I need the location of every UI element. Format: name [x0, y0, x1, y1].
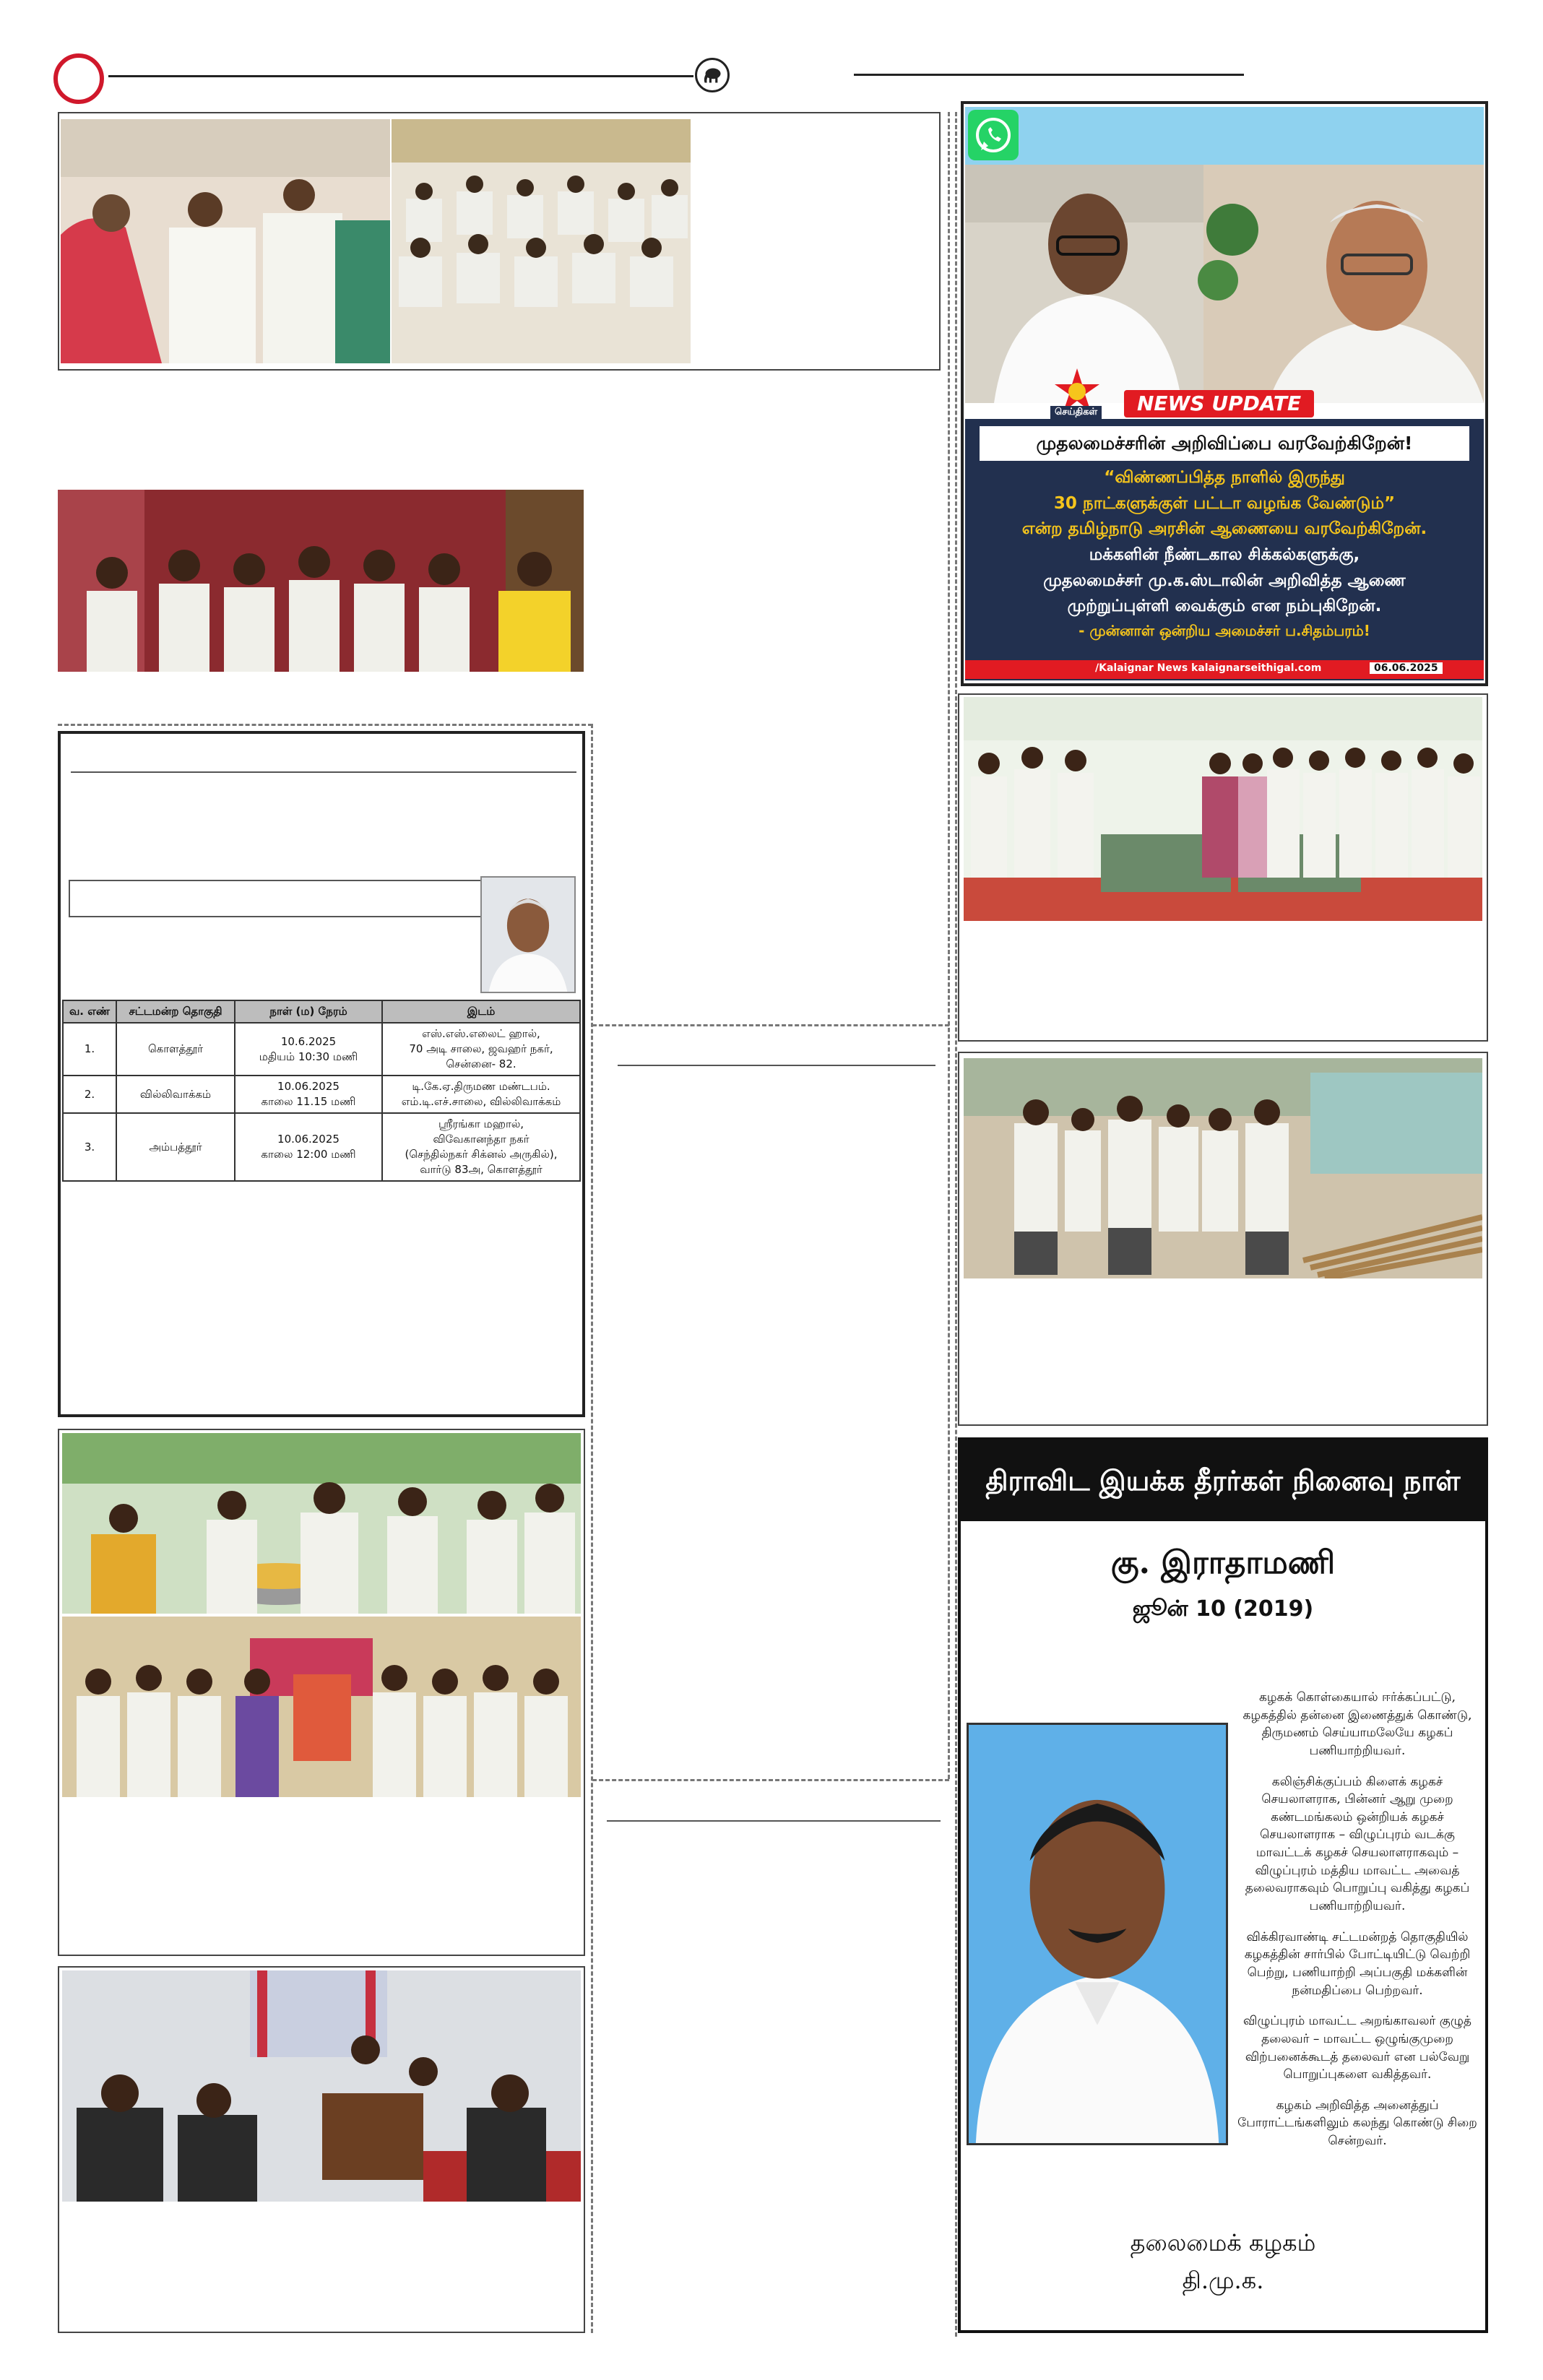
row-date: 10.06.2025	[277, 1133, 340, 1146]
memorial-banner: திராவிட இயக்க தீரர்கள் நினைவு நாள்	[961, 1440, 1485, 1521]
middle-divider-right	[948, 112, 950, 1779]
news-body-line: முற்றுப்புள்ளி வைக்கும் என நம்புகிறேன்.	[1067, 597, 1382, 616]
row-serial: 1.	[63, 1023, 116, 1076]
whatsapp-header-bar	[965, 107, 1484, 165]
row-serial: 3.	[63, 1113, 116, 1181]
news-footer-bar	[965, 660, 1484, 679]
row-constituency: அம்பத்தூர்	[116, 1113, 235, 1181]
elephant-icon	[695, 58, 730, 92]
news-attribution: - முன்னாள் ஒன்றிய அமைச்சர் ப.சிதம்பரம்!	[1079, 621, 1370, 639]
row-place-line: சென்னை- 82.	[446, 1057, 517, 1070]
table-header-place: இடம்	[382, 1000, 580, 1023]
row-place-line: எஸ்.எஸ்.எலைட் ஹால்,	[422, 1027, 540, 1040]
row-time: காலை 11.15 மணி	[261, 1095, 356, 1108]
memorial-signature-party: தி.மு.க.	[1182, 2267, 1264, 2294]
news-update-badge: NEWS UPDATE	[1124, 390, 1314, 417]
news-body-line: என்ற தமிழ்நாடு அரசின் ஆணையை வரவேற்கிறேன்.	[1021, 519, 1427, 539]
news-body-line: முதலமைச்சர் மு.க.ஸ்டாலின் அறிவித்த ஆணை	[1043, 571, 1406, 590]
site-inspection-photo	[964, 1058, 1482, 1278]
row-serial: 2.	[63, 1076, 116, 1113]
row-date: 10.06.2025	[277, 1080, 340, 1093]
news-footer-source: /Kalaignar News kalaignarseithigal.com	[1095, 662, 1322, 674]
table-row	[63, 1023, 580, 1076]
middle-headline-rule-2	[607, 1820, 941, 1822]
table-header-date-time: நாள் (ம) நேரம்	[235, 1000, 382, 1023]
news-headline: முதலமைச்சரின் அறிவிப்பை வரவேற்கிறேன்!	[980, 426, 1469, 461]
schedule-table	[62, 1000, 581, 1182]
right-column-divider	[955, 112, 957, 2337]
masthead-rule-right	[854, 74, 1244, 76]
channel-label: செய்திகள்	[1050, 406, 1102, 419]
left-section-divider	[58, 724, 592, 726]
table-row	[63, 1076, 580, 1113]
row-date: 10.6.2025	[280, 1034, 337, 1048]
news-leaders-photo	[965, 165, 1484, 403]
memorial-portrait	[967, 1723, 1228, 2145]
meeting-stage-photo	[61, 119, 390, 363]
middle-section-divider-1	[592, 1024, 949, 1026]
row-time: மதியம் 10:30 மணி	[259, 1050, 358, 1063]
event-group-photo	[964, 697, 1482, 921]
office-meeting-photo	[62, 1970, 581, 2202]
row-place-line: வார்டு 83அ, கொளத்தூர்	[420, 1163, 543, 1176]
row-constituency: கொளத்தூர்	[116, 1023, 235, 1076]
row-place-line: டி.கே.ஏ.திருமண மண்டபம்.	[412, 1080, 550, 1093]
row-place-line: (செந்தில்நகர் சிக்னல் அருகில்),	[405, 1148, 558, 1161]
news-quote-line: “விண்ணப்பித்த நாளில் இருந்து	[1104, 468, 1345, 487]
portrait-photo	[480, 876, 576, 993]
middle-headline-rule-1	[618, 1065, 935, 1066]
schedule-label-box	[69, 880, 482, 917]
news-quote-line: 30 நாட்களுக்குள் பட்டா வழங்க வேண்டும்”	[1053, 493, 1396, 513]
memorial-date: ஜூன் 10 (2019)	[1132, 1596, 1314, 1622]
memorial-paragraph: கழகக் கொள்கையால் ஈர்க்கப்பட்டு, கழகத்தில் தன்னை இணைத்துக் கொண்டு, திருமணம் செய்யாமலேயே கழகப் பணியாற்றியவர்.	[1242, 1690, 1472, 1758]
table-header-serial: வ. எண்	[63, 1000, 116, 1023]
row-place-line: 70 அடி சாலை, ஜவஹர் நகர்,	[409, 1042, 553, 1055]
memorial-name: கு. இராதாமணி	[1110, 1544, 1336, 1581]
group-book-photo	[58, 490, 584, 672]
table-row	[63, 1113, 580, 1181]
row-constituency: வில்லிவாக்கம்	[116, 1076, 235, 1113]
memorial-biography	[1232, 1689, 1482, 2163]
news-body-line: மக்களின் நீண்டகால சிக்கல்களுக்கு,	[1089, 545, 1360, 564]
middle-section-divider-2	[592, 1779, 949, 1781]
memorial-paragraph: கழகம் அறிவித்த அனைத்துப் போராட்டங்களிலும் கலந்து கொண்டு சிறை சென்றவர்.	[1237, 2098, 1477, 2149]
memorial-paragraph: விக்கிரவாண்டி சட்டமன்றத் தொகுதியில் கழகத்தின் சார்பில் போட்டியிட்டு வெற்றி பெற்று, பணியாற்றி அப்பகுதி மக்களின் நன்மதிப்பை பெற்றவர்.	[1244, 1929, 1471, 1998]
schedule-title-rule	[71, 771, 576, 773]
row-time: காலை 12:00 மணி	[261, 1148, 356, 1161]
food-distribution-photo	[62, 1433, 581, 1614]
news-update-banner	[965, 383, 1484, 419]
masthead-logo-ring	[53, 53, 104, 104]
news-body	[972, 465, 1477, 642]
middle-divider-left	[591, 724, 593, 2333]
news-footer-date: 06.06.2025	[1370, 662, 1443, 674]
row-place-line: விவேகானந்தா நகர்	[433, 1133, 530, 1146]
group-stage-photo	[62, 1617, 581, 1797]
memorial-paragraph: விழுப்புரம் மாவட்ட அறங்காவலர் குழுத் தலைவர் – மாவட்ட ஒழுங்குமுறை விற்பனைக்கூடத் தலைவர் என பல்வேறு பொறுப்புகளை வகித்தவர்.	[1243, 2014, 1471, 2082]
table-header-constituency: சட்டமன்ற தொகுதி	[116, 1000, 235, 1023]
masthead-rule-left	[108, 75, 693, 77]
memorial-signature-office: தலைமைக் கழகம்	[1130, 2229, 1316, 2256]
audience-photo	[392, 119, 691, 363]
row-place-line: ஸ்ரீரங்கா மஹால்,	[438, 1117, 524, 1130]
memorial-paragraph: கலிஞ்சிக்குப்பம் கிளைக் கழகச் செயலாளராக, பின்னர் ஆறு முறை கண்டமங்கலம் ஒன்றியக் கழகச் செயலாளராக – விழுப்புரம் வடக்கு மாவட்டக் கழகச் செயலாளராகவும் – விழுப்புரம் மத்திய மாவட்ட அவைத் தலைவராகவும் பொறுப்பு வகித்து கழகப் பணியாற்றியவர்.	[1245, 1774, 1470, 1914]
whatsapp-icon	[968, 110, 1019, 160]
row-place-line: எம்.டி.எச்.சாலை, வில்லிவாக்கம்	[401, 1095, 561, 1108]
